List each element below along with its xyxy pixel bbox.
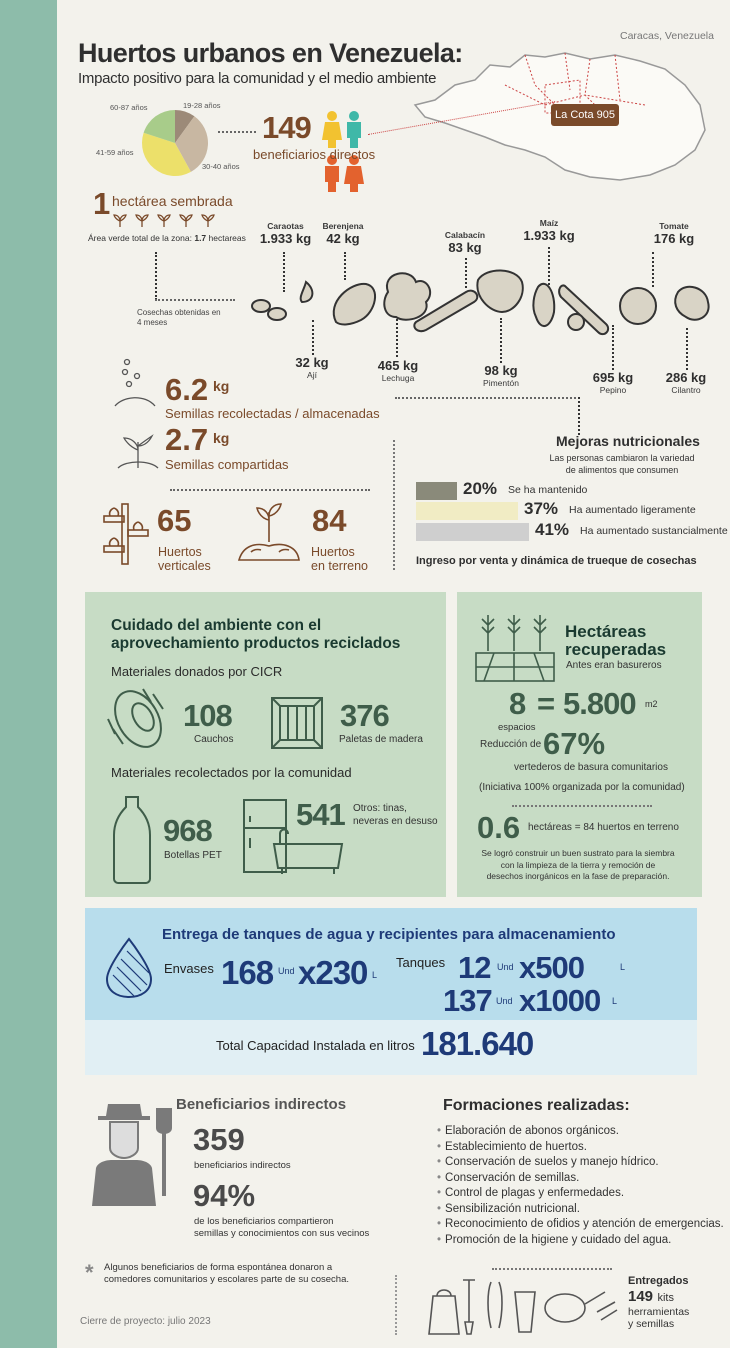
- nutrition-bar-value: 20%: [463, 479, 498, 498]
- hectare-value: 1: [93, 186, 111, 221]
- donated-title: Materiales donados por CICR: [111, 664, 283, 679]
- crop-lechuga-name: Lechuga: [381, 373, 415, 383]
- water-title: Entrega de tanques de agua y recipientes para almacenamiento: [162, 926, 616, 943]
- crop-cilantro-name: Cilantro: [671, 385, 701, 395]
- crop-calabacin-name: Calabacín: [444, 230, 486, 240]
- nutrition-bar-label: Ha aumentado ligeramente: [569, 504, 696, 516]
- beneficiaries-label: beneficiarios directos: [253, 147, 376, 162]
- collected-title: Materiales recolectados por la comunidad: [111, 765, 352, 780]
- vegetables-row: [246, 262, 716, 337]
- share-pct-label-2: semillas y conocimientos con sus vecinos: [194, 1228, 370, 1239]
- harvest-connector-h: [155, 299, 235, 301]
- crop-calabacin-amount: 83 kg: [448, 240, 482, 255]
- indirect-value: 359: [193, 1122, 245, 1157]
- other-label-1: Otros: tinas,: [353, 803, 407, 814]
- asterisk-icon: *: [85, 1260, 94, 1285]
- closing-date: Cierre de proyecto: julio 2023: [80, 1316, 211, 1327]
- corn-icon: [533, 284, 554, 326]
- list-item: • Sensibilización nutricional.: [437, 1203, 727, 1215]
- total-capacity-label: Total Capacidad Instalada en litros: [216, 1038, 415, 1053]
- seeds-icon: [113, 358, 157, 414]
- farmer-icon: [90, 1102, 180, 1207]
- pallets-label: Paletas de madera: [339, 734, 423, 745]
- kits-label-2: y semillas: [628, 1318, 675, 1330]
- sidebar-strip: [0, 0, 57, 1348]
- hectare-label: hectárea sembrada: [112, 193, 233, 209]
- kits-title: Entregados: [628, 1275, 689, 1287]
- tank1-capacity: x500: [519, 950, 584, 985]
- page-subtitle: Impacto positivo para la comunidad y el medio ambiente: [78, 70, 437, 87]
- crop-tomate-amount: 176 kg: [653, 231, 695, 246]
- cilantro-icon: [675, 287, 708, 320]
- kits-unit: kits: [657, 1292, 674, 1304]
- nutrition-desc-2: de alimentos que consumen: [565, 465, 679, 475]
- nutrition-bar: [416, 502, 518, 520]
- crop-maiz-name: Maíz: [539, 218, 559, 228]
- page-title: Huertos urbanos en Venezuela:: [78, 38, 463, 68]
- hectares-title-2: recuperadas: [565, 640, 667, 659]
- tank2-unit: Und: [496, 996, 513, 1006]
- vertical-garden-icon: [100, 500, 152, 566]
- vertical-gardens-label-2: verticales: [158, 559, 211, 573]
- ha-note-3: desechos inorgánicos en la fase de preparación.: [486, 871, 670, 881]
- lettuce-icon: [384, 273, 430, 319]
- indirect-label: beneficiarios indirectos: [194, 1160, 291, 1171]
- indirect-title: Beneficiarios indirectos: [176, 1096, 347, 1113]
- nutrition-bar: [416, 523, 529, 541]
- nutrition-footer: Ingreso por venta y dinámica de trueque de cosechas: [416, 555, 697, 567]
- beans-icon: [252, 300, 270, 312]
- crop-pimenton-amount: 98 kg: [484, 363, 518, 378]
- eggplant-icon: [334, 284, 375, 325]
- containers-unit: Und: [278, 966, 295, 976]
- nutrition-title: Mejoras nutricionales: [556, 433, 700, 449]
- tomato-icon: [620, 288, 656, 324]
- crop-caraotas-name: Caraotas: [267, 221, 304, 231]
- hectares-title-1: Hectáreas: [565, 622, 647, 641]
- seeds-shared-label: Semillas compartidas: [165, 457, 289, 472]
- cucumber-icon: [559, 285, 608, 334]
- area-label: Área verde total de la zona:: [88, 233, 192, 243]
- area-m2-value: 5.800: [563, 686, 636, 721]
- tank2-capacity: x1000: [519, 983, 601, 1018]
- list-item: • Conservación de semillas.: [437, 1172, 727, 1184]
- location-label: Caracas, Venezuela: [620, 30, 714, 42]
- seeds-shared-value: 2.7: [165, 422, 209, 457]
- nutrition-bar-label: Se ha mantenido: [508, 484, 588, 496]
- reduction-sub: vertederos de basura comunitarios: [514, 762, 668, 773]
- field-icon: [474, 605, 556, 683]
- chili-icon: [301, 282, 313, 302]
- crop-cilantro-amount: 286 kg: [665, 370, 707, 385]
- bottle-icon: [112, 795, 152, 883]
- crop-aji-name: Ají: [307, 370, 317, 380]
- crop-berenjena-name: Berenjena: [322, 221, 364, 231]
- ground-garden-icon: [235, 502, 303, 564]
- harvest-note: Cosechas obtenidas en 4 meses: [137, 308, 221, 327]
- nutrition-desc-1: Las personas cambiaron la variedad: [549, 453, 695, 463]
- share-pct-value: 94%: [193, 1178, 256, 1213]
- pallet-icon: [270, 696, 324, 750]
- tools-icon: [425, 1272, 620, 1338]
- seeds-stored-value: 6.2: [165, 372, 209, 407]
- donation-note-1: Algunos beneficiarios de forma espontánea donaron a: [104, 1262, 333, 1273]
- tires-value: 108: [183, 698, 232, 733]
- nutrition-bar-label: Ha aumentado sustancialmente: [580, 525, 728, 537]
- nutrition-bar-value: 37%: [524, 499, 559, 518]
- recycle-title-2: aprovechamiento productos reciclados: [111, 635, 401, 652]
- trainings-list: [437, 1125, 727, 1249]
- age-label-19-28: 19-28 años: [183, 101, 221, 110]
- seeds-stored-unit: kg: [213, 378, 230, 394]
- donation-note-2: comedores comunitarios y escolares parte de su cosecha.: [104, 1274, 350, 1285]
- ground-gardens-value: 84: [312, 503, 347, 538]
- pallets-value: 376: [340, 698, 389, 733]
- area-m2-unit: m2: [645, 699, 658, 709]
- harvest-connector-v: [155, 252, 157, 300]
- area-value: 1.7: [194, 233, 207, 243]
- crop-aji-amount: 32 kg: [295, 355, 329, 370]
- area-unit: hectareas: [208, 233, 246, 243]
- vertical-gardens-label-1: Huertos: [158, 545, 202, 559]
- pie-connector: [218, 131, 256, 133]
- containers-value: 168: [221, 954, 274, 991]
- initiative-note: (Iniciativa 100% organizada por la comunidad): [479, 782, 685, 793]
- crop-caraotas-amount: 1.933 kg: [259, 231, 312, 246]
- crop-pepino-amount: 695 kg: [592, 370, 634, 385]
- tank1-capacity-unit: L: [620, 962, 626, 972]
- containers-capacity: x230: [298, 954, 368, 991]
- age-label-41-59: 41-59 años: [96, 148, 134, 157]
- bottles-value: 968: [163, 813, 212, 848]
- list-item: • Promoción de la higiene y cuidado del agua.: [437, 1234, 727, 1246]
- crop-pepino-name: Pepino: [599, 385, 627, 395]
- bottles-label: Botellas PET: [164, 850, 222, 861]
- crop-tomate-name: Tomate: [659, 221, 689, 231]
- ground-gardens-label-2: en terreno: [311, 559, 368, 573]
- age-label-60-87: 60-87 años: [110, 103, 148, 112]
- reduction-value: 67%: [543, 726, 606, 761]
- vertical-gardens-value: 65: [157, 503, 192, 538]
- sprouts-icon: [112, 212, 217, 228]
- ha-note-2: con la limpieza de la tierra y remoción de: [500, 859, 656, 870]
- beneficiaries-value: 149: [262, 110, 311, 145]
- other-label-2: neveras en desuso: [353, 816, 438, 827]
- tank1-value: 12: [458, 950, 491, 985]
- crop-berenjena-amount: 42 kg: [326, 231, 360, 246]
- seeds-stored-label: Semillas recolectadas / almacenadas: [165, 406, 380, 421]
- ha-note-1: Se logró construir un buen sustrato para la siembra: [481, 848, 675, 858]
- kits-value: 149: [628, 1288, 654, 1305]
- tank1-unit: Und: [497, 962, 514, 972]
- age-pie-chart: [140, 108, 210, 178]
- map-location-badge: La Cota 905: [551, 104, 619, 126]
- containers-capacity-unit: L: [372, 970, 378, 980]
- list-item: • Elaboración de abonos orgánicos.: [437, 1125, 727, 1137]
- list-item: • Conservación de suelos y manejo hídrico.: [437, 1156, 727, 1168]
- list-item: • Reconocimiento de ofidios y atención de emergencias.: [437, 1218, 727, 1230]
- share-pct-label-1: de los beneficiarios compartieron: [194, 1216, 334, 1227]
- tanks-label: Tanques: [396, 955, 446, 970]
- ha-value: 0.6: [477, 810, 521, 845]
- crop-pimenton-name: Pimentón: [483, 378, 519, 388]
- tire-icon: [103, 684, 173, 754]
- other-value: 541: [296, 797, 345, 832]
- seeds-shared-unit: kg: [213, 430, 230, 446]
- crop-maiz-amount: 1.933 kg: [523, 228, 575, 243]
- list-item: • Control de plagas y enfermedades.: [437, 1187, 727, 1199]
- spaces-value: 8: [509, 686, 527, 721]
- tires-label: Cauchos: [194, 734, 234, 745]
- equals-sign: =: [537, 686, 556, 721]
- trainings-title: Formaciones realizadas:: [443, 1097, 630, 1114]
- ground-gardens-label-1: Huertos: [311, 545, 355, 559]
- spaces-label: espacios: [498, 722, 536, 733]
- tank2-value: 137: [443, 983, 492, 1018]
- age-label-30-40: 30-40 años: [202, 162, 240, 171]
- kits-label-1: herramientas: [628, 1306, 690, 1318]
- pepper-icon: [477, 270, 522, 312]
- crop-lechuga-amount: 465 kg: [377, 358, 419, 373]
- tank2-capacity-unit: L: [612, 996, 618, 1006]
- total-capacity-value: 181.640: [421, 1025, 534, 1062]
- ha-label: hectáreas = 84 huertos en terreno: [528, 822, 679, 833]
- sprout-icon: [116, 428, 160, 472]
- recycle-title-1: Cuidado del ambiente con el: [111, 617, 322, 634]
- list-item: • Establecimiento de huertos.: [437, 1141, 727, 1153]
- nutrition-bar-value: 41%: [535, 520, 570, 539]
- reduction-label: Reducción de: [480, 739, 542, 750]
- hectares-sub: Antes eran basureros: [566, 660, 662, 671]
- water-drop-icon: [105, 937, 153, 999]
- nutrition-bar: [416, 482, 457, 500]
- containers-label: Envases: [164, 961, 214, 976]
